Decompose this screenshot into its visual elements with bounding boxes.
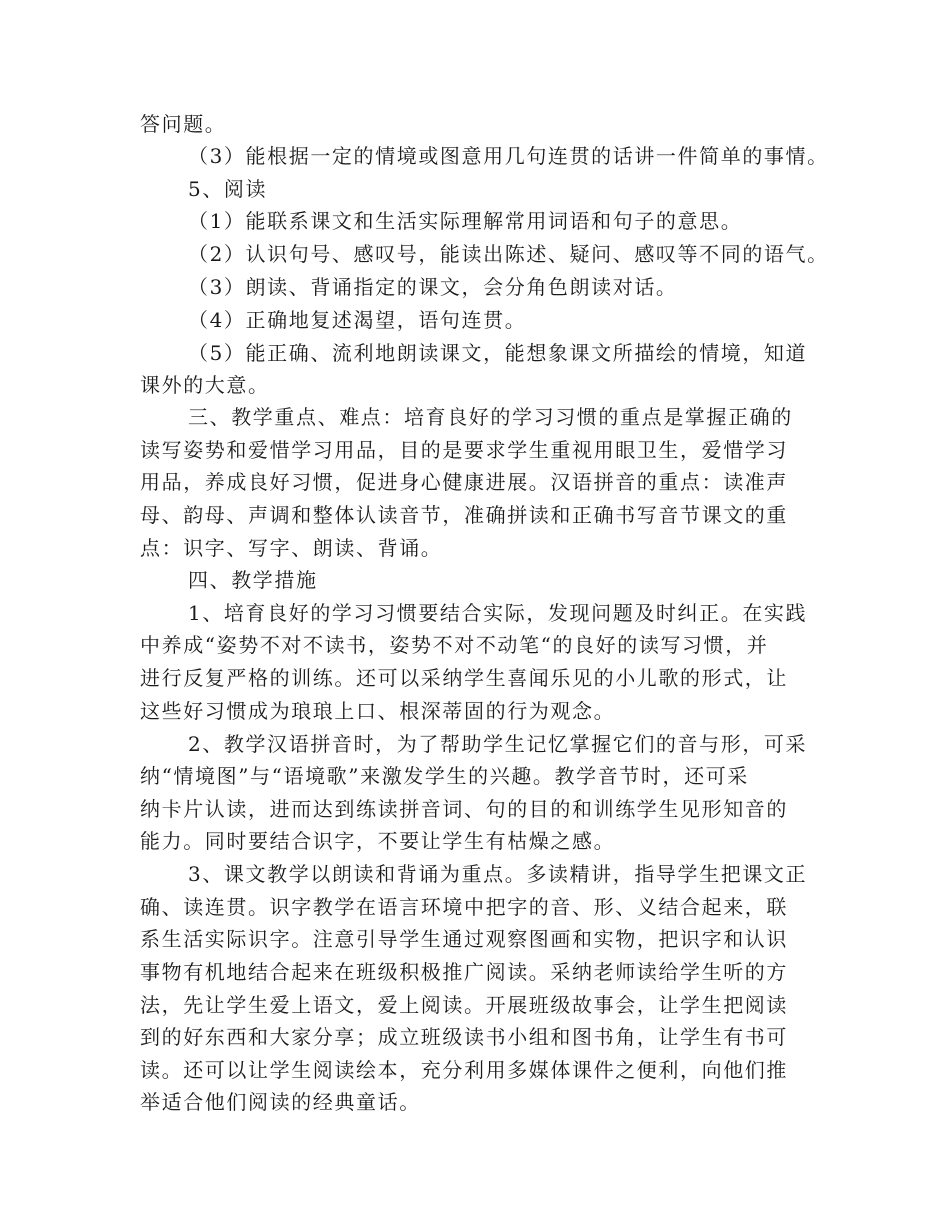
text-line: 课外的大意。 xyxy=(140,373,270,397)
text-line: （3）朗读、背诵指定的课文，会分角色朗读对话。 xyxy=(188,275,678,299)
text-line: 确、读连贯。识字教学在语言环境中把字的音、形、义结合起来，联 xyxy=(140,895,788,919)
text-line: 答问题。 xyxy=(140,112,227,136)
text-line: 读写姿势和爱惜学习用品，目的是要求学生重视用眼卫生，爱惜学习 xyxy=(140,438,788,462)
text-line: 3、课文教学以朗读和背诵为重点。多读精讲，指导学生把课文正 xyxy=(188,862,808,886)
text-line: 2、教学汉语拼音时，为了帮助学生记忆掌握它们的音与形，可采 xyxy=(188,732,808,756)
text-line: 用品，养成良好习惯，促进身心健康进展。汉语拼音的重点：读准声 xyxy=(140,470,788,494)
text-line: 到的好东西和大家分享；成立班级读书小组和图书角，让学生有书可 xyxy=(140,1025,788,1049)
text-line: 纳“情境图”与“语境歌”来激发学生的兴趣。教学音节时，还可采 xyxy=(140,764,749,788)
text-line: 举适合他们阅读的经典童话。 xyxy=(140,1090,421,1114)
text-line: 中养成“姿势不对不读书，姿势不对不动笔“的良好的读写习惯，并 xyxy=(140,633,769,657)
text-line: （4）正确地复述渴望，语句连贯。 xyxy=(188,308,527,332)
text-line: （5）能正确、流利地朗读课文，能想象课文所描绘的情境，知道 xyxy=(188,341,808,365)
text-line: 能力。同时要结合识字，不要让学生有枯燥之感。 xyxy=(140,829,616,853)
text-line: 进行反复严格的训练。还可以采纳学生喜闻乐见的小儿歌的形式，让 xyxy=(140,666,788,690)
section-heading: 四、教学措施 xyxy=(188,568,318,592)
text-line: 三、教学重点、难点：培育良好的学习习惯的重点是掌握正确的 xyxy=(188,405,793,429)
section-heading: 5、阅读 xyxy=(188,177,268,201)
text-line: 系生活实际识字。注意引导学生通过观察图画和实物，把识字和认识 xyxy=(140,927,788,951)
text-line: 1、培育良好的学习习惯要结合实际，发现问题及时纠正。在实践 xyxy=(188,601,808,625)
text-line: 这些好习惯成为琅琅上口、根深蒂固的行为观念。 xyxy=(140,699,616,723)
text-line: 母、韵母、声调和整体认读音节，准确拼读和正确书写音节课文的重 xyxy=(140,503,788,527)
text-line: 事物有机地结合起来在班级积极推广阅读。采纳老师读给学生听的方 xyxy=(140,960,788,984)
text-line: （1）能联系课文和生活实际理解常用词语和句子的意思。 xyxy=(188,209,743,233)
text-line: （3）能根据一定的情境或图意用几句连贯的话讲一件简单的事情。 xyxy=(188,144,829,168)
text-line: 读。还可以让学生阅读绘本，充分利用多媒体课件之便利，向他们推 xyxy=(140,1058,788,1082)
text-line: （2）认识句号、感叹号，能读出陈述、疑问、感叹等不同的语气。 xyxy=(188,242,829,266)
text-line: 纳卡片认读，进而达到练读拼音词、句的目的和训练学生见形知音的 xyxy=(140,797,788,821)
text-line: 法，先让学生爱上语文，爱上阅读。开展班级故事会，让学生把阅读 xyxy=(140,993,788,1017)
text-line: 点：识字、写字、朗读、背诵。 xyxy=(140,536,443,560)
